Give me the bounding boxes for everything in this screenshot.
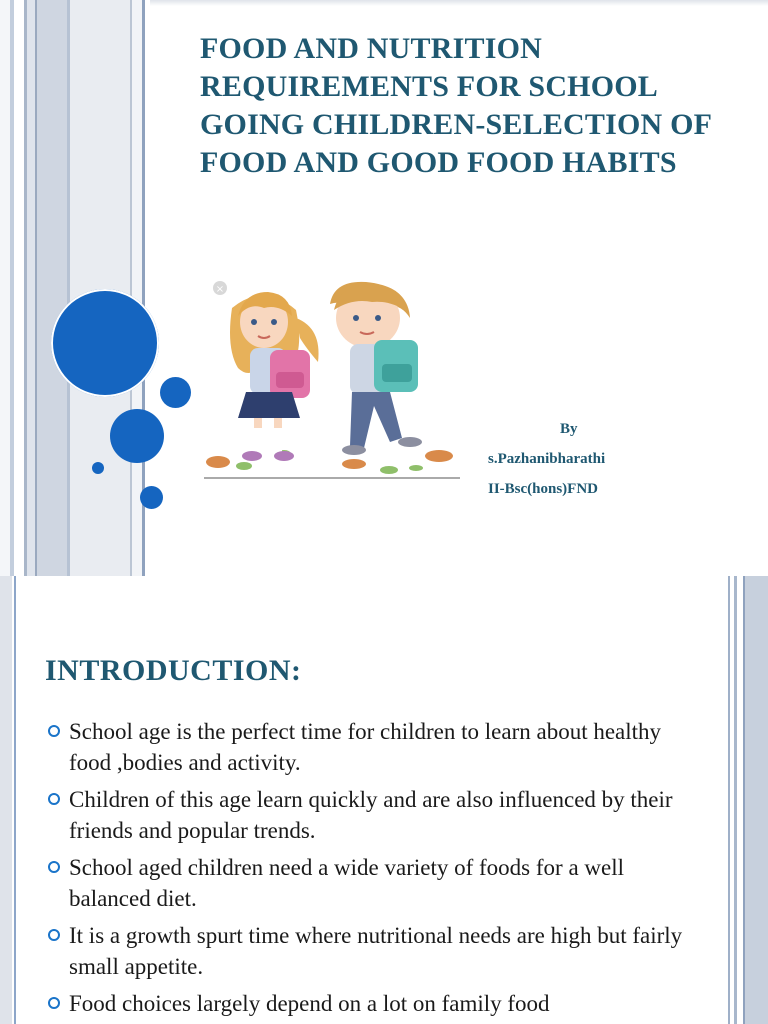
ring-bullet-icon [48,929,60,941]
circle-decoration [110,409,164,463]
svg-text:×: × [215,284,225,295]
list-item [46,784,696,846]
large-circle-decoration [51,289,159,397]
author-by-label: By [560,421,578,437]
bullet-text: Food choices largely depend on a lot on family food [69,991,550,1016]
circle-decoration [160,377,191,408]
bullet-text: Children of this age learn quickly and are also influenced by their friends and popular trends. [69,787,673,843]
bullet-list [46,716,696,1024]
introduction-slide [0,576,768,1024]
list-item [46,988,696,1019]
children-walking-to-school-illustration [204,278,464,484]
section-heading: INTRODUCTION: [45,654,302,687]
list-item [46,920,696,982]
left-border-decoration [0,576,12,1024]
ring-bullet-icon [48,793,60,805]
bullet-text: School aged children need a wide variety of foods for a well balanced diet. [69,855,624,911]
bullet-text: School age is the perfect time for children to learn about healthy food ,bodies and activity. [69,719,662,775]
slide-title: FOOD AND NUTRITION REQUIREMENTS FOR SCHOOL GOING CHILDREN-SELECTION OF FOOD AND GOOD FOOD HABITS [200,32,712,179]
right-stripe-decoration [728,576,768,1024]
ring-bullet-icon [48,997,60,1009]
author-name: s.Pazhanibharathi [488,451,606,467]
left-border-line [14,576,16,1024]
ring-bullet-icon [48,725,60,737]
circle-decoration [92,462,104,474]
author-course: II-Bsc(hons)FND [488,481,599,497]
bullet-text: It is a growth spurt time where nutritional needs are high but fairly small appetite. [69,923,683,979]
circle-decoration [140,486,163,509]
left-stripe-decoration [0,0,150,576]
ring-bullet-icon [48,861,60,873]
author-block [488,414,688,504]
list-item [46,716,696,778]
list-item [46,852,696,914]
